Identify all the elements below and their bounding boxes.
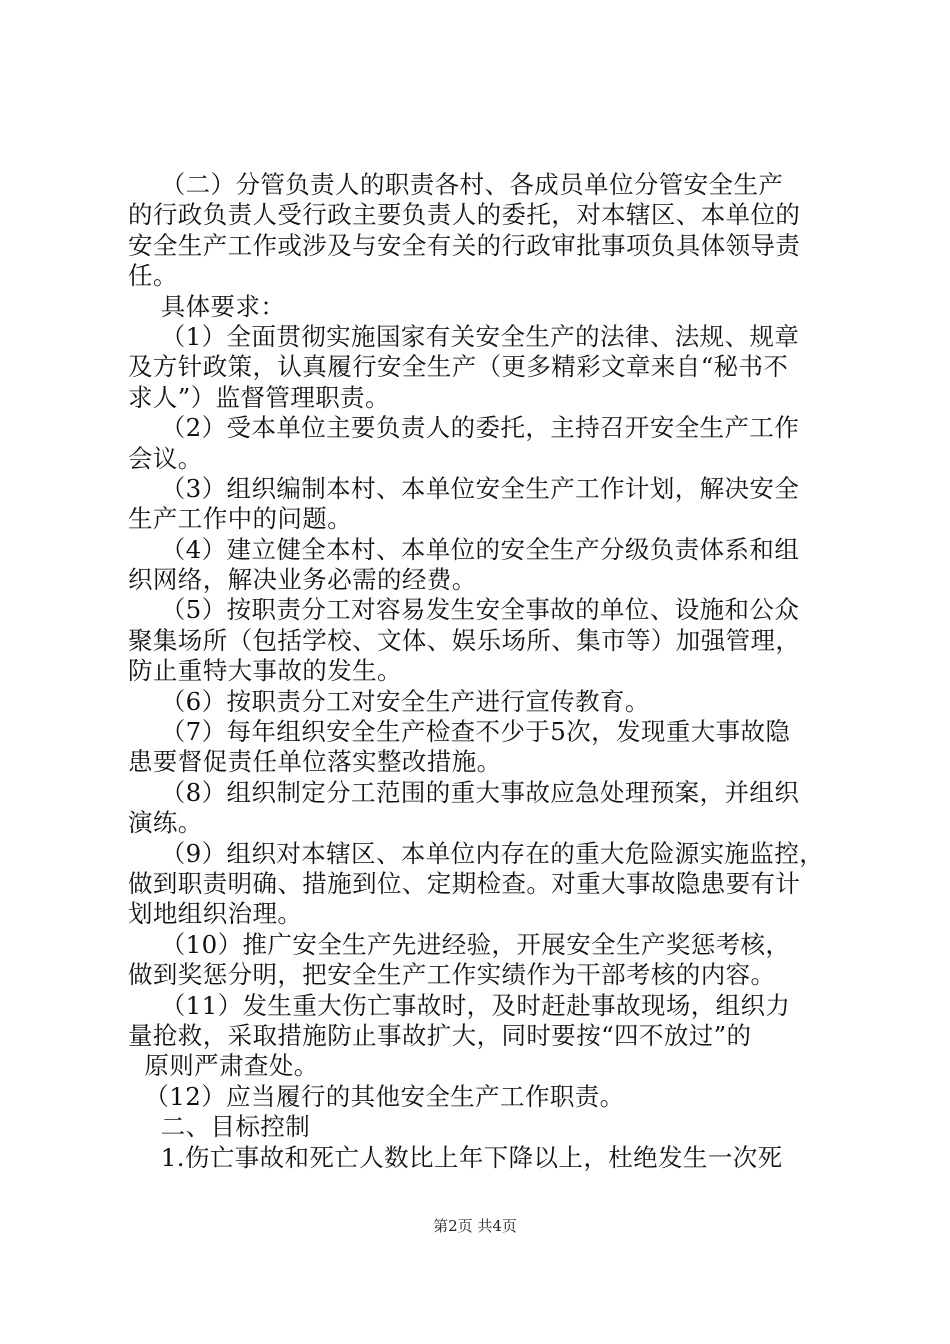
text-line: 量抢救，采取措施防止事故扩大，同时要按“四不放过”的 [128, 1020, 752, 1050]
text-line: 防止重特大事故的发生。 [128, 656, 402, 686]
text-line: 任。 [128, 261, 178, 291]
text-line: （7）每年组织安全生产检查不少于5次，发现重大事故隐 [128, 717, 791, 747]
text-line: （10）推广安全生产先进经验，开展安全生产奖惩考核， [128, 929, 791, 959]
text-line: 安全生产工作或涉及与安全有关的行政审批事项负具体领导责 [128, 230, 801, 260]
text-line: （6）按职责分工对安全生产进行宣传教育。 [128, 686, 650, 716]
text-line: 患要督促责任单位落实整改措施。 [128, 747, 502, 777]
text-line: 做到职责明确、措施到位、定期检查。对重大事故隐患要有计 [128, 868, 801, 898]
page-footer: 第2页 共4页 [433, 1217, 517, 1235]
text-line: （11）发生重大伤亡事故时，及时赶赴事故现场，组织力 [128, 990, 791, 1020]
text-line: 原则严肃查处。 [128, 1051, 319, 1081]
text-line: （二）分管负责人的职责各村、各成员单位分管安全生产 [128, 170, 784, 199]
text-line: 具体要求： [128, 291, 286, 321]
text-line: （5）按职责分工对容易发生安全事故的单位、设施和公众 [128, 595, 800, 625]
text-line: 及方针政策，认真履行安全生产（更多精彩文章来自“秘书不 [128, 352, 789, 382]
text-line: 演练。 [128, 808, 203, 838]
text-line: 会议。 [128, 443, 203, 473]
text-line: （3）组织编制本村、本单位安全生产工作计划，解决安全 [128, 473, 800, 503]
text-line: 二、目标控制 [128, 1112, 311, 1142]
text-line: （9）组织对本辖区、本单位内存在的重大危险源实施监控， [128, 838, 825, 868]
text-line: 生产工作中的问题。 [128, 504, 353, 534]
text-line: 求人”）监督管理职责。 [128, 382, 390, 412]
text-line: （8）组织制定分工范围的重大事故应急处理预案，并组织 [128, 777, 800, 807]
body-text [128, 170, 836, 1173]
text-line: （12）应当履行的其他安全生产工作职责。 [128, 1081, 625, 1111]
text-line: （1）全面贯彻实施国家有关安全生产的法律、法规、规章 [128, 321, 800, 351]
text-line: 聚集场所（包括学校、文体、娱乐场所、集市等）加强管理， [128, 625, 801, 655]
text-line: （2）受本单位主要负责人的委托，主持召开安全生产工作 [128, 413, 800, 443]
text-line: 1.伤亡事故和死亡人数比上年下降以上，杜绝发生一次死 [128, 1142, 783, 1172]
text-line: 划地组织治理。 [128, 899, 303, 929]
text-line: 做到奖惩分明，把安全生产工作实绩作为干部考核的内容。 [128, 960, 776, 990]
text-line: 织网络，解决业务必需的经费。 [128, 565, 477, 595]
text-line: （4）建立健全本村、本单位的安全生产分级负责体系和组 [128, 534, 800, 564]
text-line: 的行政负责人受行政主要负责人的委托，对本辖区、本单位的 [128, 200, 801, 230]
